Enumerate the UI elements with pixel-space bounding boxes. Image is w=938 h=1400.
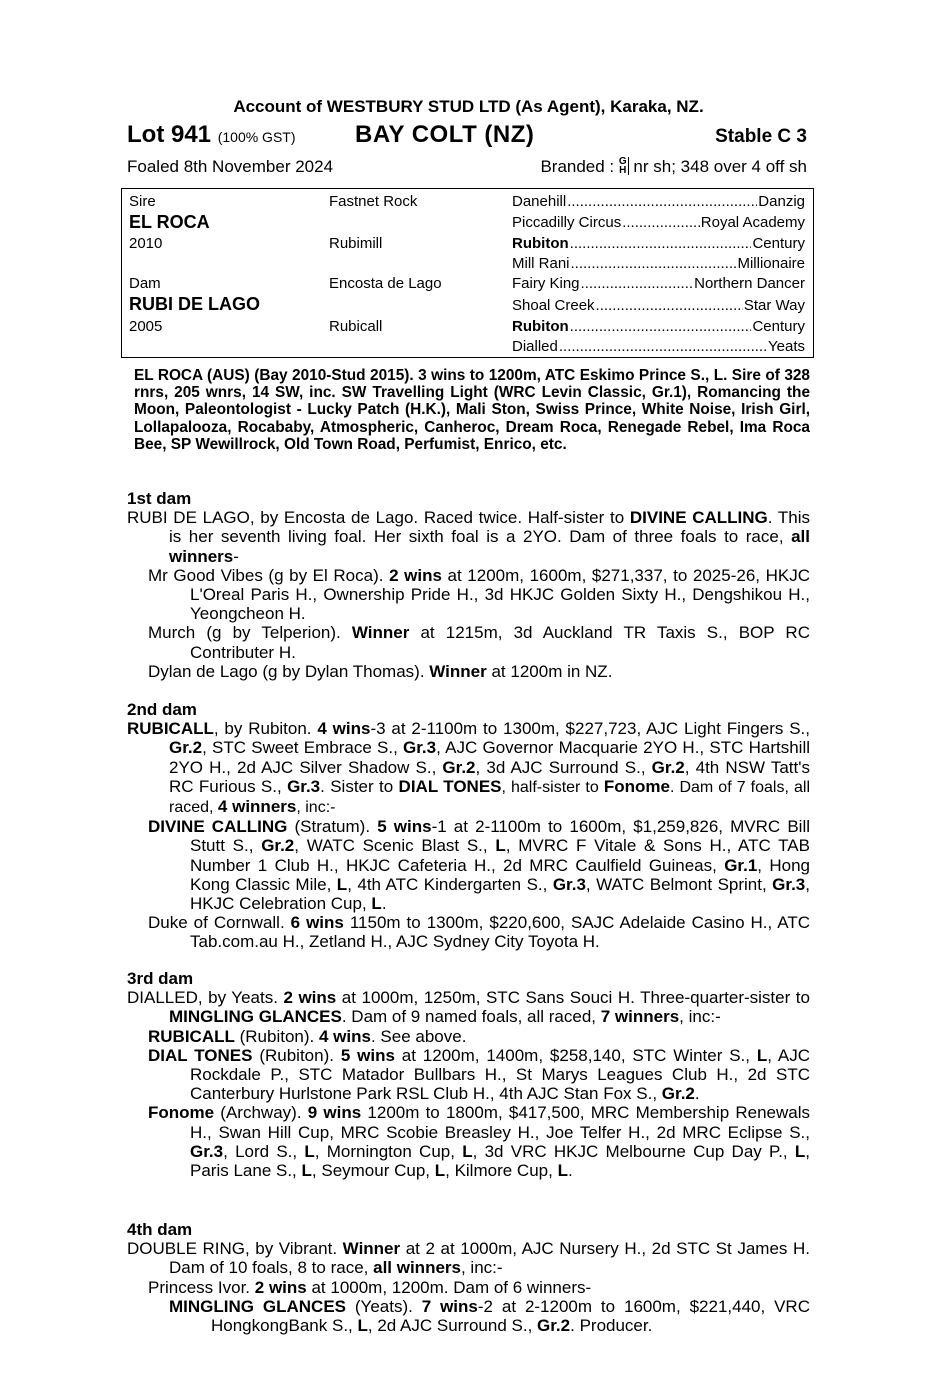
foal-entry: RUBICALL (Rubiton). 4 wins. See above. [148, 1026, 467, 1046]
section-heading: 3rd dam [127, 969, 194, 988]
stable-location: Stable C 3 [715, 126, 807, 147]
third-dam-section [127, 969, 810, 1180]
foal-entry: Dylan de Lago (g by Dylan Thomas). Winner at 1200m in NZ. [148, 661, 613, 681]
pedigree-g3-row [512, 297, 805, 314]
dam-label: Dam [129, 275, 161, 292]
foal-entry: Princess Ivor. 2 wins at 1000m, 1200m. Dam of 6 winners- [148, 1277, 592, 1297]
foal-entry: DIVINE CALLING (Stratum). 5 wins-1 at 2-1100m to 1600m, $1,259,826, MVRC Bill Stutt S., Gr.2, WATC Scenic Blast S., L, MVRC F Vitale & Sons H., ATC TAB Number 1 Club H., HKJC Cafeteria H., 2d MRC Caulfield Guineas, Gr.1, Hong Kong Classic Mile, L, 4th ATC Kindergarten S., Gr.3, WATC Belmont Sprint, Gr.3, HKJC Celebration Cup, L. [148, 817, 810, 914]
g3-right: Yeats [768, 338, 805, 355]
foal-entry: Duke of Cornwall. 6 wins 1150m to 1300m, $220,600, SAJC Adelaide Casino H., ATC Tab.com.au H., Zetland H., AJC Sydney City Toyota H. [148, 913, 811, 952]
g3-right: Century [752, 235, 805, 252]
vendor-account: Account of WESTBURY STUD LTD (As Agent), Karaka, NZ. [233, 97, 704, 116]
pedigree-table [121, 188, 814, 358]
g3-left: Danehill [512, 193, 567, 210]
brand-bottom: H [619, 165, 627, 176]
dam-paragraph: RUBI DE LAGO, by Encosta de Lago. Raced twice. Half-sister to DIVINE CALLING. This is her seventh living foal. Her sixth foal is a 2YO. Dam of three foals to race, all winners- [127, 508, 810, 566]
foaled-date: Foaled 8th November 2024 [127, 157, 334, 176]
brand-mark-icon [619, 157, 629, 175]
branded-prefix: Branded : [540, 157, 615, 176]
lot-label: Lot 941 [127, 121, 212, 148]
sire-year: 2010 [129, 235, 163, 252]
lot-number [127, 121, 296, 149]
brand-top: G [618, 156, 627, 167]
foal-entry: Fonome (Archway). 9 wins 1200m to 1800m, $417,500, MRC Membership Renewals H., Swan Hill Cup, MRC Scobie Breasley H., Joe Telfer H., 2d MRC Eclipse S., Gr.3, Lord S., L, Mornington Cup, L, 3d VRC HKJC Melbourne Cup Day P., L, Paris Lane S., L, Seymour Cup, L, Kilmore Cup, L. [148, 1103, 810, 1181]
sire-dam: Rubimill [329, 235, 383, 252]
g3-right: Century [752, 318, 805, 335]
dam-year: 2005 [129, 318, 163, 335]
sire-name: EL ROCA [129, 212, 210, 232]
pedigree-g3-row [512, 275, 805, 292]
pedigree-g3-row [512, 318, 805, 335]
g3-left: Mill Rani [512, 255, 570, 272]
brand-description [540, 157, 807, 177]
section-heading: 1st dam [127, 489, 192, 508]
sire-summary: EL ROCA (AUS) (Bay 2010-Stud 2015). 3 wins to 1200m, ATC Eskimo Prince S., L. Sire of 328 rnrs, 205 wnrs, 14 SW, inc. SW Travelling Light (WRC Levin Classic, Gr.1), Romancing the Moon, Paleontologist - Lucky Patch (H.K.), Mali Ston, Swiss Prince, White Noise, Irish Girl, Lollapalooza, Rocababy, Atmospheric, Canheroc, Dream Roca, Renegade Rebel, Ima Roca Bee, SP Wewillrock, Old Town Road, Perfumist, Enrico, etc. [134, 367, 810, 453]
pedigree-g3-row [512, 193, 805, 210]
foal-entry: DIAL TONES (Rubiton). 5 wins at 1200m, 1400m, $258,140, STC Winter S., L, AJC Rockdale P., STC Matador Bullbars H., St Marys Leagues Club H., 2d STC Canterbury Hurlstone Park RSL Club H., 4th AJC Stan Fox S., Gr.2. [148, 1045, 811, 1104]
g3-right: Royal Academy [700, 214, 805, 231]
dam-dam: Rubicall [329, 318, 383, 335]
first-dam-section [127, 489, 810, 681]
g3-right: Millionaire [737, 255, 805, 272]
dam-paragraph: DIALLED, by Yeats. 2 wins at 1000m, 1250m, STC Sans Souci H. Three-quarter-sister to MINGLING GLANCES. Dam of 9 named foals, all raced, 7 winners, inc:- [127, 988, 810, 1027]
g3-left: Dialled [512, 338, 558, 355]
dam-paragraph: RUBICALL, by Rubiton. 4 wins-3 at 2-1100m to 1300m, $227,723, AJC Light Fingers S., Gr.2, STC Sweet Embrace S., Gr.3, AJC Governor Macquarie 2YO H., STC Hartshill 2YO H., 2d AJC Silver Shadow S., Gr.2, 3d AJC Surround S., Gr.2, 4th NSW Tatt's RC Furious S., Gr.3. Sister to DIAL TONES, half-sister to Fonome. Dam of 7 foals, all raced, 4 winners, inc:- [127, 719, 811, 817]
g3-right: Star Way [743, 297, 805, 314]
sire-sire: Fastnet Rock [329, 193, 418, 210]
pedigree-g3-row [512, 235, 805, 252]
branded-suffix: nr sh; 348 over 4 off sh [633, 157, 807, 176]
pedigree-g3-row [512, 214, 805, 231]
g3-left: Rubiton [512, 235, 569, 252]
foal-entry: Murch (g by Telperion). Winner at 1215m, 3d Auckland TR Taxis S., BOP RC Contributer H. [148, 623, 810, 662]
g3-left: Shoal Creek [512, 297, 595, 314]
dam-paragraph: DOUBLE RING, by Vibrant. Winner at 2 at 1000m, AJC Nursery H., 2d STC St James H. Dam of 10 foals, 8 to race, all winners, inc:- [127, 1239, 810, 1278]
g3-right: Danzig [758, 193, 805, 210]
lot-line [127, 121, 810, 151]
g3-left: Rubiton [512, 318, 569, 335]
horse-description: BAY COLT (NZ) [355, 121, 535, 148]
second-dam-section [127, 700, 810, 952]
g3-right: Northern Dancer [694, 275, 805, 292]
gst-note: (100% GST) [217, 129, 296, 145]
pedigree-g3-row [512, 338, 805, 355]
section-heading: 4th dam [127, 1220, 193, 1239]
grandfoal-entry: MINGLING GLANCES (Yeats). 7 wins-2 at 2-1200m to 1600m, $221,440, VRC HongkongBank S., L, 2d AJC Surround S., Gr.2. Producer. [169, 1296, 810, 1336]
fourth-dam-section [127, 1220, 810, 1335]
section-heading: 2nd dam [127, 700, 197, 719]
g3-left: Fairy King [512, 275, 580, 292]
dam-sire: Encosta de Lago [329, 275, 442, 292]
dam-name: RUBI DE LAGO [129, 294, 261, 314]
pedigree-g3-row [512, 255, 805, 272]
sire-label: Sire [129, 193, 156, 210]
g3-left: Piccadilly Circus [512, 214, 622, 231]
foal-entry: Mr Good Vibes (g by El Roca). 2 wins at 1200m, 1600m, $271,337, to 2025-26, HKJC L'Oreal Paris H., Ownership Pride H., 3d HKJC Golden Sixty H., Dengshikou H., Yeongcheon H. [148, 565, 810, 624]
